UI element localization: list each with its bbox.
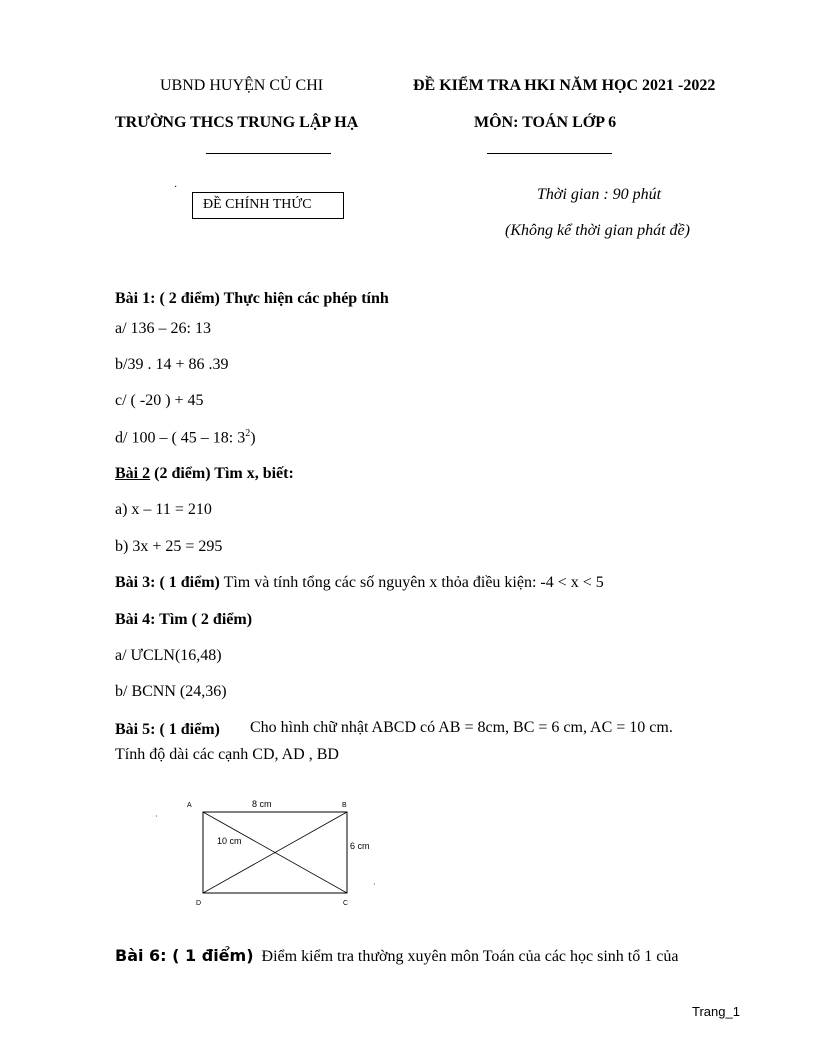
dot-mark: · — [174, 182, 178, 193]
vertex-b-label: B — [342, 802, 347, 809]
exam-time-note: (Không kể thời gian phát đề) — [505, 222, 690, 239]
bc-length-label: 6 cm — [350, 841, 370, 851]
bai1-b: b/39 . 14 + 86 .39 — [115, 356, 229, 373]
bai2-title-rest: (2 điểm) Tìm x, biết: — [150, 465, 294, 482]
ac-length-label: 10 cm — [217, 836, 242, 846]
figure-dot-left: · — [155, 812, 158, 821]
bai6-title: Bài 6: ( 1 điểm) — [115, 946, 254, 965]
bai2-b: b) 3x + 25 = 295 — [115, 538, 223, 555]
bai3-text: Tìm và tính tổng các số nguyên x thỏa điều kiện: -4 < x < 5 — [219, 574, 604, 591]
bai6 — [115, 946, 678, 966]
district-name: UBND HUYỆN CỦ CHI — [160, 77, 324, 94]
bai4-b: b/ BCNN (24,36) — [115, 683, 227, 700]
vertex-a-label: A — [187, 802, 192, 809]
subject-title: MÔN: TOÁN LỚP 6 — [474, 114, 617, 131]
bai1-d-main: d/ 100 – ( 45 – 18: 3 — [115, 429, 246, 447]
bai1-d — [115, 428, 256, 447]
vertex-c-label: C — [343, 900, 349, 907]
bai2-label: Bài 2 — [115, 465, 151, 482]
left-underline — [206, 153, 331, 154]
bai4-a: a/ ƯCLN(16,48) — [115, 647, 222, 664]
bai2-a: a) x – 11 = 210 — [115, 501, 212, 518]
figure-dot-right: · — [373, 880, 376, 889]
exam-title: ĐỀ KIỂM TRA HKI NĂM HỌC 2021 -2022 — [413, 77, 716, 94]
bai1-c: c/ ( -20 ) + 45 — [115, 392, 204, 409]
bai5-title: Bài 5: ( 1 điểm) — [115, 721, 220, 738]
bai5-text-line2: Tính độ dài các cạnh CD, AD , BD — [115, 746, 339, 763]
bai1-d-exponent: 2 — [245, 428, 251, 439]
page-number: Trang_1 — [692, 1004, 740, 1019]
bai4-title: Bài 4: Tìm ( 2 điểm) — [115, 611, 253, 628]
bai1-a: a/ 136 – 26: 13 — [115, 320, 211, 337]
right-underline — [487, 153, 612, 154]
exam-time: Thời gian : 90 phút — [537, 186, 662, 203]
bai3-title: Bài 3: ( 1 điểm) — [115, 574, 220, 591]
official-exam-box — [192, 192, 344, 219]
bai2-title — [115, 465, 294, 483]
bai1-title: Bài 1: ( 2 điểm) Thực hiện các phép tính — [115, 290, 389, 307]
rectangle-abcd-figure — [150, 790, 390, 915]
bai1-d-close: ) — [250, 429, 256, 447]
official-exam-label: ĐỀ CHÍNH THỨC — [203, 197, 312, 212]
vertex-d-label: D — [196, 900, 202, 907]
bai6-text: Điểm kiểm tra thường xuyên môn Toán của các học sinh tổ 1 của — [261, 948, 679, 965]
ab-length-label: 8 cm — [252, 799, 272, 809]
bai5-text-line1: Cho hình chữ nhật ABCD có AB = 8cm, BC = 6 cm, AC = 10 cm. — [250, 719, 673, 736]
school-name: TRƯỜNG THCS TRUNG LẬP HẠ — [115, 114, 359, 131]
bai3 — [115, 574, 604, 592]
